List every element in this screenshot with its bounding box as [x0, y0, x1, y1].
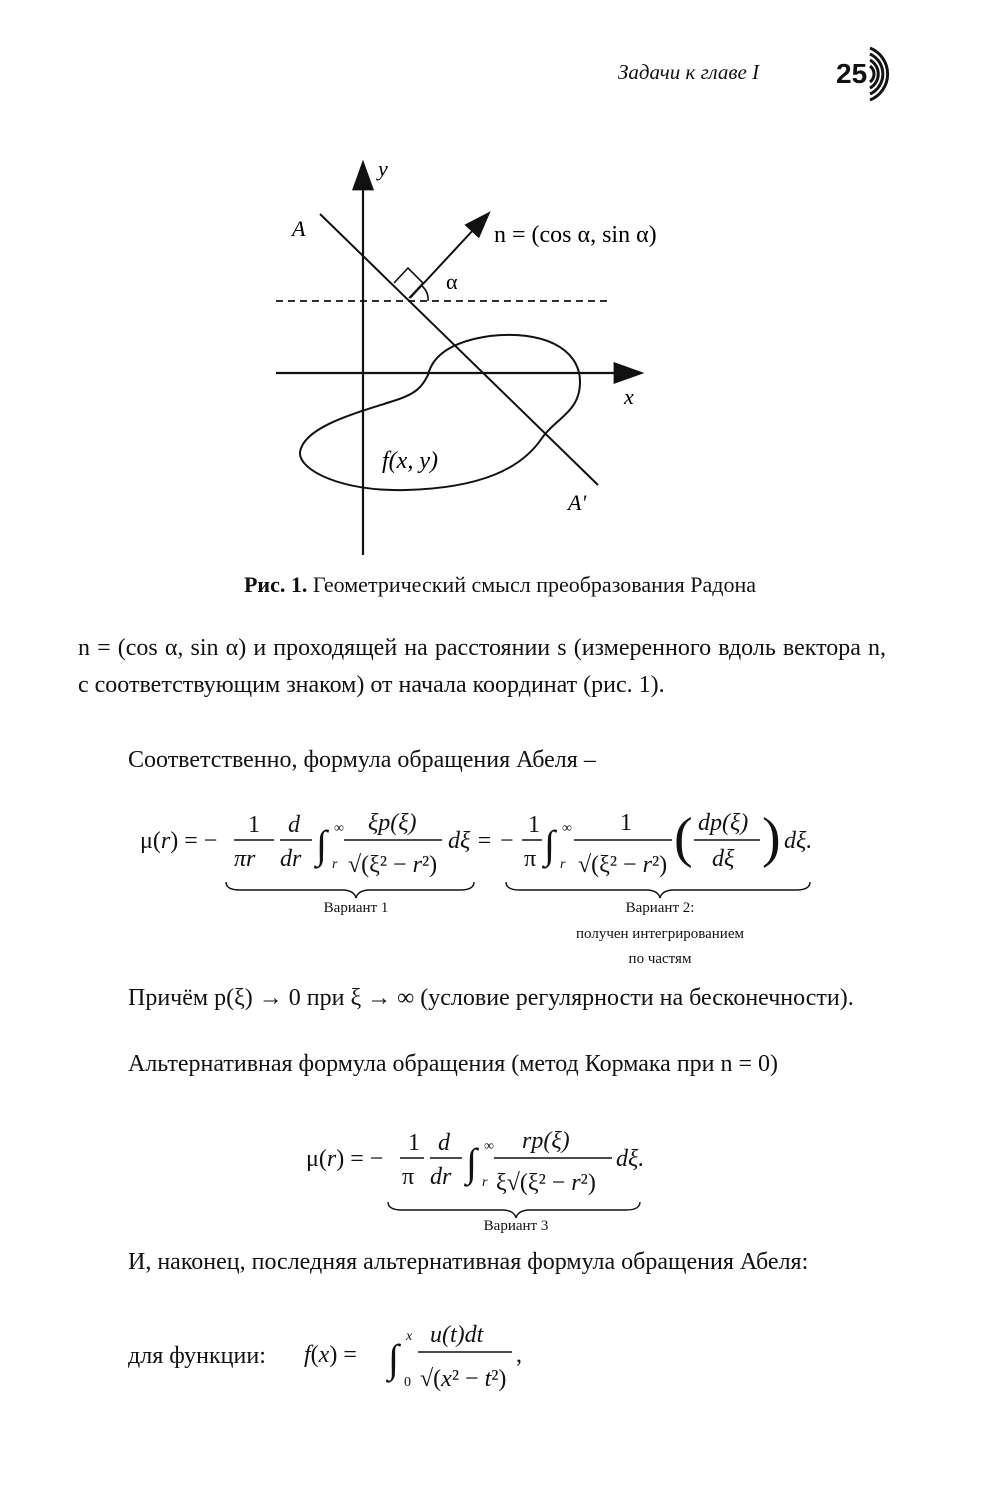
svg-text:dp(ξ): dp(ξ)	[698, 810, 749, 836]
svg-text:∫: ∫	[466, 1140, 477, 1185]
y-axis-label: y	[378, 156, 388, 181]
caption-number: Рис. 1.	[243, 572, 308, 597]
angle-label: α	[446, 269, 458, 294]
svg-text:1: 1	[408, 1130, 420, 1156]
paragraph-3: Причём p(ξ) → 0 при ξ → ∞ (условие регулярности на бесконечности).	[128, 985, 854, 1011]
svg-text:∞: ∞	[334, 821, 344, 836]
line-a-a-prime	[320, 214, 598, 485]
svg-text:): )	[762, 807, 781, 869]
svg-text:π: π	[524, 846, 537, 872]
svg-text:x: x	[406, 1329, 413, 1344]
abel-inversion-formula	[130, 796, 850, 906]
cormack-formula	[296, 1114, 676, 1224]
caption-text: Геометрический смысл преобразования Радона	[307, 572, 757, 597]
x-axis-label: x	[624, 384, 634, 409]
paragraph-2: Соответственно, формула обращения Абеля –	[128, 747, 596, 773]
running-header: Задачи к главе I	[618, 60, 760, 84]
svg-text:ξ√(ξ² − r²): ξ√(ξ² − r²)	[496, 1170, 596, 1196]
normal-vector-label: n = (cos α, sin α)	[494, 222, 657, 248]
svg-text:dξ: dξ	[712, 846, 735, 872]
svg-text:dr: dr	[430, 1164, 452, 1190]
svg-text:∫: ∫	[316, 822, 327, 867]
svg-text:1: 1	[620, 810, 632, 836]
svg-text:dξ.: dξ.	[784, 828, 813, 854]
svg-text:πr: πr	[234, 846, 256, 872]
paragraph-1: n = (cos α, sin α) и проходящей на расстоянии s (измеренного вдоль вектора n, с соответствующим знаком) от начала координат (рис. 1).	[78, 635, 886, 698]
paragraph-5: И, наконец, последняя альтернативная формула обращения Абеля:	[128, 1249, 809, 1275]
variant-1-label: Вариант 1	[323, 900, 389, 916]
svg-text:√(x² − t²): √(x² − t²)	[420, 1366, 507, 1392]
svg-text:f(x) =: f(x) =	[304, 1342, 357, 1368]
svg-text:√(ξ² − r²): √(ξ² − r²)	[578, 852, 668, 878]
svg-text:d: d	[438, 1130, 450, 1156]
svg-text:μ(r) = −: μ(r) = −	[140, 828, 218, 854]
svg-text:0: 0	[404, 1375, 411, 1390]
svg-text:ξp(ξ): ξp(ξ)	[368, 810, 417, 836]
page-arc-icon	[868, 44, 908, 104]
point-a-prime-label: A'	[568, 490, 587, 515]
svg-text:dr: dr	[280, 846, 302, 872]
figure-caption	[0, 572, 1000, 598]
svg-text:∫: ∫	[544, 822, 555, 867]
svg-text:d: d	[288, 812, 300, 838]
right-angle-marker	[394, 268, 423, 298]
svg-text:dξ.: dξ.	[616, 1146, 645, 1172]
svg-text:u(t)dt: u(t)dt	[430, 1322, 484, 1348]
svg-text:r: r	[560, 857, 566, 872]
svg-text:1: 1	[248, 812, 260, 838]
point-a-label: A	[292, 216, 306, 241]
function-region	[300, 335, 580, 490]
svg-text:√(ξ² − r²): √(ξ² − r²)	[348, 852, 438, 878]
variant-2-label: Вариант 2:	[625, 900, 695, 916]
variant-2-note-2: по частям	[628, 951, 692, 967]
svg-text:∫: ∫	[388, 1336, 399, 1381]
variant-3-label: Вариант 3	[483, 1218, 549, 1234]
abel-function-formula	[296, 1310, 556, 1400]
svg-text:r: r	[482, 1175, 488, 1190]
svg-text:μ(r) = −: μ(r) = −	[306, 1146, 384, 1172]
variant-2-note-1: получен интегрированием	[576, 926, 744, 942]
svg-text:π: π	[402, 1164, 415, 1190]
paragraph-4: Альтернативная формула обращения (метод Кормака при n = 0)	[128, 1051, 779, 1077]
angle-arc	[422, 286, 428, 301]
function-label: f(x, y)	[382, 448, 438, 474]
svg-text:r: r	[332, 857, 338, 872]
svg-text:∞: ∞	[562, 821, 572, 836]
page-number: 25	[836, 58, 868, 89]
radon-figure	[260, 150, 680, 560]
svg-text:(: (	[674, 807, 693, 869]
svg-text:∞: ∞	[484, 1139, 494, 1154]
svg-text:rp(ξ): rp(ξ)	[522, 1128, 570, 1154]
svg-text:dξ = −: dξ = −	[448, 828, 515, 854]
svg-text:,: ,	[516, 1342, 522, 1368]
paragraph-6-prefix: для функции:	[128, 1343, 266, 1369]
svg-text:1: 1	[528, 812, 540, 838]
